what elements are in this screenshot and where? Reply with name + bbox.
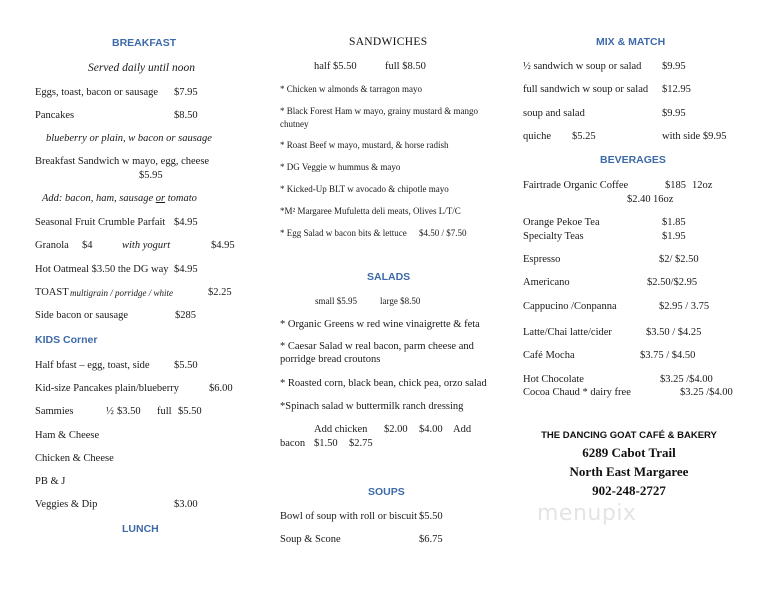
lunch-heading: LUNCH xyxy=(122,523,159,535)
menu-item-name: full sandwich w soup or salad xyxy=(523,84,649,95)
menu-item-name: Pancakes xyxy=(35,110,75,121)
addons-text: Add: bacon, ham, sausage xyxy=(42,193,156,204)
cafe-phone: 902-248-2727 xyxy=(592,483,666,498)
sandwich-half-price: half $5.50 xyxy=(314,61,357,72)
menu-item-name: ½ sandwich w soup or salad xyxy=(523,61,642,72)
menu-item-price: $2.25 xyxy=(208,287,232,298)
menu-item-price: $2.95 / 3.75 xyxy=(659,301,710,312)
salad-small-price: small $5.95 xyxy=(315,296,357,306)
addons-text: tomato xyxy=(165,193,197,204)
breakfast-subheading: Served daily until noon xyxy=(88,62,195,74)
menu-item-name: Latte/Chai latte/cider xyxy=(523,327,612,338)
salads-heading: SALADS xyxy=(367,271,411,283)
menu-item-name: Cocoa Chaud * dairy free xyxy=(523,387,631,398)
menu-item-price: $2.50/$2.95 xyxy=(647,277,698,288)
menu-item-name: Breakfast Sandwich w mayo, egg, cheese xyxy=(35,156,210,167)
menu-item-price: $2/ $2.50 xyxy=(659,254,699,265)
menu-item-options: blueberry or plain, w bacon or sausage xyxy=(46,133,212,144)
menu-item-price: $12.95 xyxy=(662,84,691,95)
menu-item-price: $6.00 xyxy=(209,383,233,394)
menu-item-price: $3.00 xyxy=(174,499,198,510)
menu-item-name: Kid-size Pancakes plain/blueberry xyxy=(35,383,180,394)
sandwiches-heading: SANDWICHES xyxy=(349,36,428,48)
menu-item-price: $9.95 xyxy=(662,108,686,119)
menu-item-size: 16oz xyxy=(653,194,674,205)
menu-item-price: $4 xyxy=(82,240,93,251)
menu-item-name: Fairtrade Organic Coffee xyxy=(523,180,629,191)
sandwich-item: * Chicken w almonds & tarragon mayo xyxy=(280,84,422,94)
menu-item-name: TOAST xyxy=(35,287,69,298)
menu-item-price: $2.75 xyxy=(349,438,373,449)
menu-item-price: $5.50 xyxy=(174,360,198,371)
salad-item: * Organic Greens w red wine vinaigrette & feta xyxy=(280,319,480,330)
menu-item-name: Chicken & Cheese xyxy=(35,453,114,464)
salad-addon: Add xyxy=(453,424,472,435)
menu-item-options: with yogurt xyxy=(122,240,171,251)
menu-item-options: multigrain / porridge / white xyxy=(70,288,174,298)
menu-item-price: $3.25 /$4.00 xyxy=(660,374,713,385)
salad-item: * Roasted corn, black bean, chick pea, orzo salad xyxy=(280,378,487,389)
menu-item-price: $9.95 xyxy=(662,61,686,72)
watermark-logo: menupix xyxy=(537,501,637,526)
addons-or: or xyxy=(155,193,166,204)
menu-item-price: $3.50 / $4.25 xyxy=(646,327,702,338)
menu-item-price: $4.50 / $7.50 xyxy=(419,228,467,238)
menu-item-price: $2.40 xyxy=(627,194,651,205)
menu-item-addons xyxy=(42,192,197,205)
menu-item-name: Sammies xyxy=(35,406,74,417)
salad-large-price: large $8.50 xyxy=(380,296,421,306)
menu-item-price: $5.50 xyxy=(419,511,443,522)
kids-heading: KIDS Corner xyxy=(35,334,98,346)
menu-item-name: quiche xyxy=(523,131,551,142)
menu-item-name: Orange Pekoe Tea xyxy=(523,217,600,228)
menu-item-price: $3.25 /$4.00 xyxy=(680,387,733,398)
cafe-town: North East Margaree xyxy=(569,464,689,479)
menu-item-price: $8.50 xyxy=(174,110,198,121)
breakfast-heading: BREAKFAST xyxy=(112,37,177,49)
menu-item-price: $4.95 xyxy=(211,240,235,251)
salad-addon: bacon xyxy=(280,438,306,449)
menu-item-price: $4.00 xyxy=(419,424,443,435)
menu-item-name: Bowl of soup with roll or biscuit xyxy=(280,511,418,522)
menu-item-name: Hot Chocolate xyxy=(523,374,584,385)
menu-item-size: ½ xyxy=(106,406,114,417)
menu-item-size: full xyxy=(157,406,172,417)
cafe-address: 6289 Cabot Trail xyxy=(582,445,676,460)
menu-item-name: Espresso xyxy=(523,254,561,265)
cafe-name: THE DANCING GOAT CAFÉ & BAKERY xyxy=(541,430,717,441)
menu-item-price: with side $9.95 xyxy=(662,131,727,142)
sandwich-full-price: full $8.50 xyxy=(385,61,426,72)
menu-item-price: $3.75 / $4.50 xyxy=(640,350,696,361)
menu-item-name: Soup & Scone xyxy=(280,534,341,545)
menu-item-price: $1.95 xyxy=(662,231,686,242)
menu-item-price: $2.00 xyxy=(384,424,408,435)
menu-item-price: $3.50 xyxy=(117,406,141,417)
salad-item: * Caesar Salad w real bacon, parm cheese and porridge bread croutons xyxy=(280,341,474,365)
beverages-heading: BEVERAGES xyxy=(600,154,666,166)
menu-item-name: Eggs, toast, bacon or sausage xyxy=(35,87,159,98)
menu-item-name: Side bacon or sausage xyxy=(35,310,129,321)
menu-item-price: $1.85 xyxy=(662,217,686,228)
sandwich-item: * Egg Salad w bacon bits & lettuce xyxy=(280,228,407,238)
menu-item-name: Café Mocha xyxy=(523,350,575,361)
menu-item-price: $5.25 xyxy=(572,131,596,142)
mix-match-heading: MIX & MATCH xyxy=(596,36,666,48)
menu-item-name: PB & J xyxy=(35,476,66,487)
menu-item-name: soup and salad xyxy=(523,108,585,119)
menu-item-price: $5.95 xyxy=(139,170,163,181)
soups-heading: SOUPS xyxy=(368,486,405,498)
menu-item-name: Veggies & Dip xyxy=(35,499,98,510)
menu-item-price: $4.95 xyxy=(174,217,198,228)
menu-item-price: $6.75 xyxy=(419,534,443,545)
menu-item-price: $1.50 xyxy=(314,438,338,449)
menu-item-price: $185 xyxy=(665,180,686,191)
menu-item-price: $4.95 xyxy=(174,264,198,275)
menu-item-price: $7.95 xyxy=(174,87,198,98)
menu-item-name: Granola xyxy=(35,240,69,251)
menu-item-name: Hot Oatmeal $3.50 the DG way xyxy=(35,264,169,275)
sandwich-item: * Kicked-Up BLT w avocado & chipotle mayo xyxy=(280,184,449,194)
salad-addon: Add chicken xyxy=(314,424,368,435)
menu-item-price: $5.50 xyxy=(178,406,202,417)
sandwich-item: * DG Veggie w hummus & mayo xyxy=(280,162,401,172)
menu-item-name: Specialty Teas xyxy=(523,231,584,242)
menu-item-name: Americano xyxy=(523,277,570,288)
menu-item-name: Ham & Cheese xyxy=(35,430,100,441)
menu-item-name: Seasonal Fruit Crumble Parfait xyxy=(35,217,166,228)
salad-item: *Spinach salad w buttermilk ranch dressing xyxy=(280,401,464,412)
sandwich-item: * Roast Beef w mayo, mustard, & horse radish xyxy=(280,140,449,150)
sandwich-item: * Black Forest Ham w mayo, grainy mustard & mango chutney xyxy=(280,106,478,129)
menu-item-price: $285 xyxy=(175,310,196,321)
sandwich-item: *M² Margaree Mufuletta deli meats, Olives L/T/C xyxy=(280,206,461,216)
menu-item-name: Cappucino /Conpanna xyxy=(523,301,617,312)
menu-item-size: 12oz xyxy=(692,180,713,191)
menu-item-name: Half bfast – egg, toast, side xyxy=(35,360,150,371)
